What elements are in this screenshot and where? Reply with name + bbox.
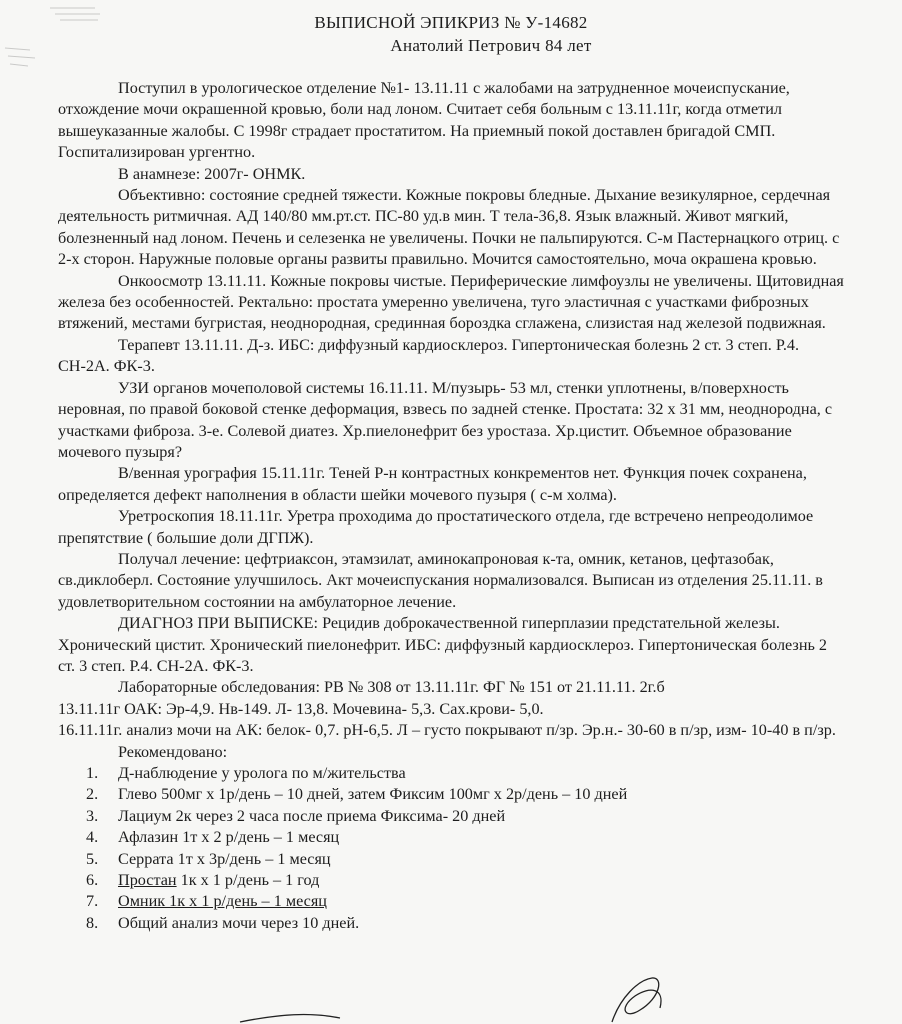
paragraph-treatment: Получал лечение: цефтриаксон, этамзилат, аминокапроновая к-та, омник, кетанов, цефтазобак, св.диклоберл. Состояние улучшилось. Акт мочеиспускания нормализовался. Выписан из отделения 25.11.11. в удовлетворительном состоянии на амбулаторное лечение. xyxy=(58,549,823,611)
title-text: ВЫПИСНОЙ ЭПИКРИЗ № У-14682 xyxy=(314,13,588,32)
paragraph-therapist: Терапевт 13.11.11. Д-з. ИБС: диффузный кардиосклероз. Гипертоническая болезнь 2 ст. 3 степ. Р.4. СН-2А. ФК-3. xyxy=(58,335,800,376)
paragraph-urography: В/венная урография 15.11.11г. Теней Р-н контрастных конкрементов нет. Функция почек сохранена, определяется дефект наполнения в области шейки мочевого пузыря ( с-м холма). xyxy=(58,464,807,504)
recommendations-list xyxy=(58,763,848,934)
paragraph-admission: Поступил в урологическое отделение №1- 13.11.11 с жалобами на затрудненное мочеиспускание, отхождение мочи окрашенной кровью, боли над лоном. Считает себя больным с 13.11.11г, когда отметил вышеуказанные жалобы. С 1998г страдает простатитом. На приемный покой доставлен бригадой СМП. Госпитализирован ургентно. xyxy=(58,79,790,162)
document-title xyxy=(0,13,902,56)
paragraph-ultrasound: УЗИ органов мочеполовой системы 16.11.11. М/пузырь- 53 мл, стенки уплотнены, в/поверхность неровная, по правой боковой стенке деформация, взвесь по задней стенке. Простата: 32 х 31 мм, неоднородна, с участками фиброза. 3-е. Солевой диатез. Хр.пиелонефрит без уростаза. Хр.цистит. Объемное образование мочевого пузыря? xyxy=(58,378,833,461)
patient-name-age: Анатолий Петрович 84 лет xyxy=(390,36,592,55)
list-item: 8. Общий анализ мочи через 10 дней. xyxy=(86,913,360,932)
paragraph-oncology-exam: Онкоосмотр 13.11.11. Кожные покровы чистые. Периферические лимфоузлы не увеличены. Щитовидная железа без особенностей. Ректально: простата умеренно увеличена, туго эластичная с участками фиброзных втяжений, местами бугристая, неоднородная, срединная бороздка сглажена, слизистая над железой подвижная. xyxy=(58,271,844,333)
list-item: 2. Глево 500мг х 1р/день – 10 дней, затем Фиксим 100мг х 2р/день – 10 дней xyxy=(86,785,628,804)
list-item: 6. Простан 1к х 1 р/день – 1 год xyxy=(86,871,320,890)
paragraph-urethroscopy: Уретроскопия 18.11.11г. Уретра проходима до простатического отдела, где встречено непреодолимое препятствие ( большие доли ДГПЖ). xyxy=(58,507,814,547)
recommendations-heading: Рекомендовано: xyxy=(118,742,228,761)
paragraph-discharge-diagnosis: ДИАГНОЗ ПРИ ВЫПИСКЕ: Рецидив доброкачественной гиперплазии предстательной железы. Хронический цистит. Хронический пиелонефрит. ИБС: диффузный кардиосклероз. Гипертоническая болезнь 2 ст. 3 степ. Р.4. СН-2А. ФК-3. xyxy=(58,614,828,675)
epicrisis-body xyxy=(58,78,848,934)
paragraph-labs-line-3: 16.11.11г. анализ мочи на АК: белок- 0,7. рН-6,5. Л – густо покрывают п/зр. Эр.н.- 30-60 в п/зр, изм- 10-40 в п/зр. xyxy=(58,721,836,740)
paragraph-objective: Объективно: состояние средней тяжести. Кожные покровы бледные. Дыхание везикулярное, сердечная деятельность ритмичная. АД 140/80 мм.рт.ст. ПС-80 уд.в мин. Т тела-36,8. Язык влажный. Живот мягкий, болезненный над лоном. Печень и селезенка не увеличены. Почки не пальпируются. С-м Пастернацкого отриц. с 2-х сторон. Наружные половые органы развиты правильно. Мочится самостоятельно, моча окрашена кровью. xyxy=(58,186,840,269)
list-item: 3. Лациум 2к через 2 часа после приема Фиксима- 20 дней xyxy=(86,806,506,825)
list-item: 7. Омник 1к х 1 р/день – 1 месяц xyxy=(86,892,327,911)
paragraph-labs-line-2: 13.11.11г ОАК: Эр-4,9. Нв-149. Л- 13,8. Мочевина- 5,3. Сах.крови- 5,0. xyxy=(58,699,544,718)
list-item: 5. Серрата 1т х 3р/день – 1 месяц xyxy=(86,849,331,868)
list-item: 4. Афлазин 1т х 2 р/день – 1 месяц xyxy=(86,828,340,847)
handwritten-signature xyxy=(220,958,720,1024)
paragraph-anamnesis: В анамнезе: 2007г- ОНМК. xyxy=(118,164,306,183)
list-item: 1. Д-наблюдение у уролога по м/жительства xyxy=(86,764,406,782)
paragraph-labs-line-1: Лабораторные обследования: РВ № 308 от 13.11.11г. ФГ № 151 от 21.11.11. 2г.б xyxy=(118,678,665,697)
